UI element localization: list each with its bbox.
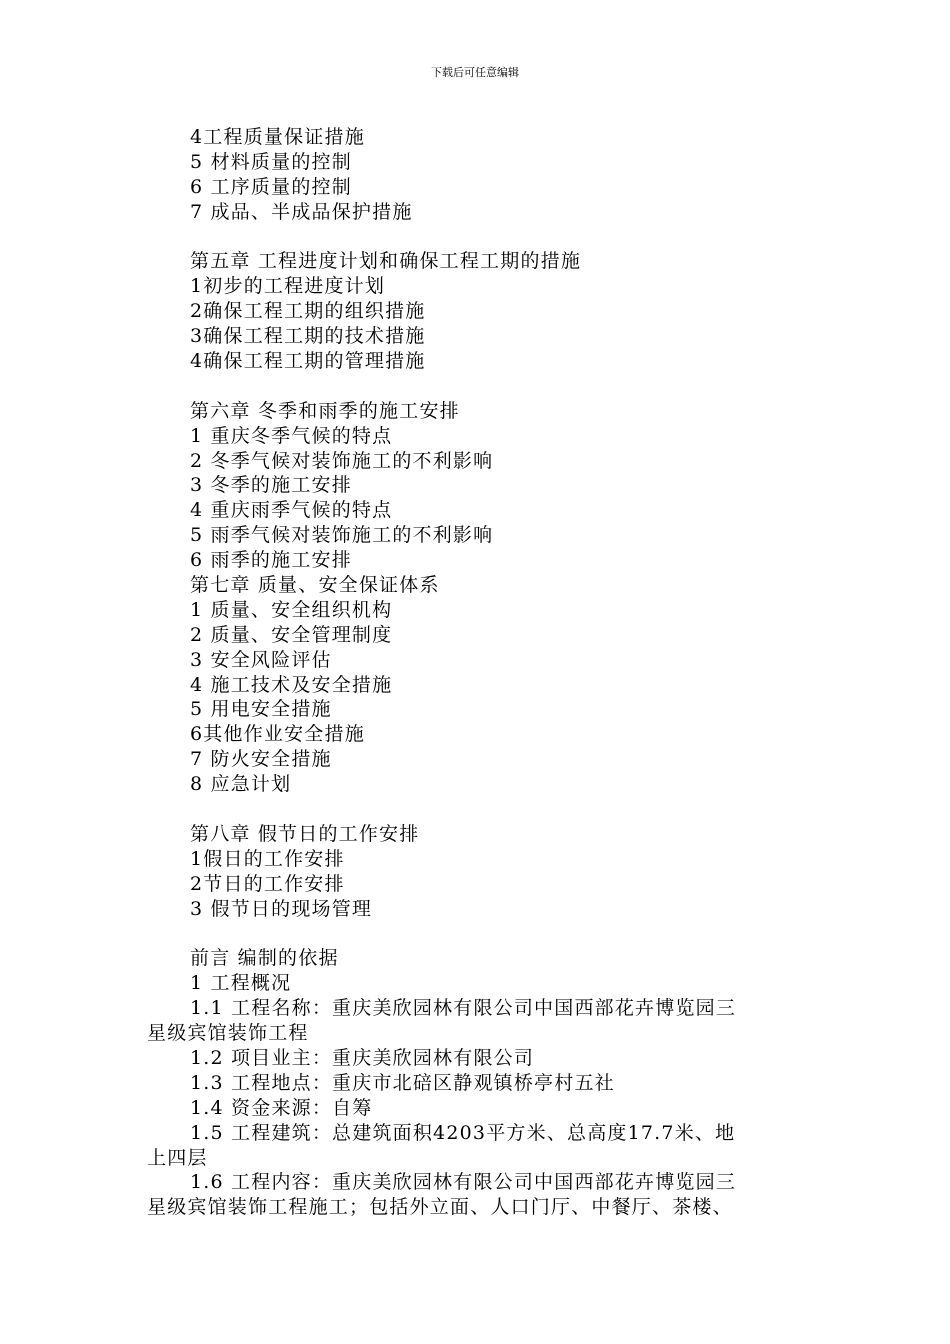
overview-item-building: 1.5 工程建筑：总建筑面积4203平方米、总高度17.7米、地 (190, 1121, 736, 1144)
toc-item: 3 安全风险评估 (190, 648, 332, 671)
toc-item: 3 假节日的现场管理 (190, 897, 373, 920)
toc-item: 2节日的工作安排 (190, 872, 345, 895)
overview-item-building-cont: 上四层 (147, 1146, 208, 1169)
toc-item: 5 用电安全措施 (190, 698, 332, 721)
preface-section (147, 946, 797, 1220)
toc-item: 4工程质量保证措施 (190, 126, 365, 148)
document-body (147, 125, 797, 1220)
toc-item: 4确保工程工期的管理措施 (190, 350, 426, 373)
chapter-heading: 第六章 冬季和雨季的施工安排 (190, 399, 460, 422)
overview-item-name: 1.1 工程名称：重庆美欣园林有限公司中国西部花卉博览园三 (190, 997, 737, 1020)
toc-item: 7 成品、半成品保护措施 (190, 200, 413, 223)
toc-item: 1 质量、安全组织机构 (190, 598, 393, 621)
toc-item: 6 雨季的施工安排 (190, 549, 352, 572)
toc-chapter8 (147, 822, 797, 922)
toc-item: 3 冬季的施工安排 (190, 474, 352, 497)
toc-item: 6 工序质量的控制 (190, 175, 352, 198)
toc-item: 4 施工技术及安全措施 (190, 673, 393, 696)
toc-item: 8 应急计划 (190, 773, 292, 796)
toc-item: 2 冬季气候对装饰施工的不利影响 (190, 449, 494, 472)
chapter-heading: 第七章 质量、安全保证体系 (190, 574, 440, 597)
toc-item: 1初步的工程进度计划 (190, 275, 386, 298)
toc-item: 4 重庆雨季气候的特点 (190, 499, 393, 522)
chapter-heading: 第五章 工程进度计划和确保工程工期的措施 (190, 250, 582, 273)
toc-chapter6 (147, 399, 797, 573)
toc-item: 2 质量、安全管理制度 (190, 623, 393, 646)
toc-item: 3确保工程工期的技术措施 (190, 325, 426, 348)
toc-item: 1 重庆冬季气候的特点 (190, 424, 393, 447)
overview-item-name-cont: 星级宾馆装饰工程 (147, 1022, 309, 1045)
toc-chapter5 (147, 249, 797, 373)
toc-item: 1假日的工作安排 (190, 847, 345, 870)
preface-title: 前言 编制的依据 (190, 947, 339, 970)
overview-item-owner: 1.2 项目业主：重庆美欣园林有限公司 (190, 1046, 535, 1069)
toc-item: 5 材料质量的控制 (190, 150, 352, 173)
toc-item: 7 防火安全措施 (190, 748, 332, 771)
overview-item-content-cont: 星级宾馆装饰工程施工；包括外立面、人口门厅、中餐厅、茶楼、 (147, 1196, 733, 1219)
overview-item-location: 1.3 工程地点：重庆市北碚区静观镇桥亭村五社 (190, 1071, 615, 1094)
chapter-heading: 第八章 假节日的工作安排 (190, 822, 420, 845)
page-header-note: 下载后可任意编辑 (431, 66, 519, 79)
section-heading: 1 工程概况 (190, 972, 292, 995)
toc-chapter7 (147, 573, 797, 797)
overview-item-funding: 1.4 资金来源：自筹 (190, 1096, 373, 1119)
overview-item-content: 1.6 工程内容：重庆美欣园林有限公司中国西部花卉博览园三 (190, 1171, 737, 1194)
toc-item: 2确保工程工期的组织措施 (190, 300, 426, 323)
toc-item: 6其他作业安全措施 (190, 723, 365, 746)
toc-item: 5 雨季气候对装饰施工的不利影响 (190, 524, 494, 547)
toc-chapter4-tail (147, 125, 797, 225)
